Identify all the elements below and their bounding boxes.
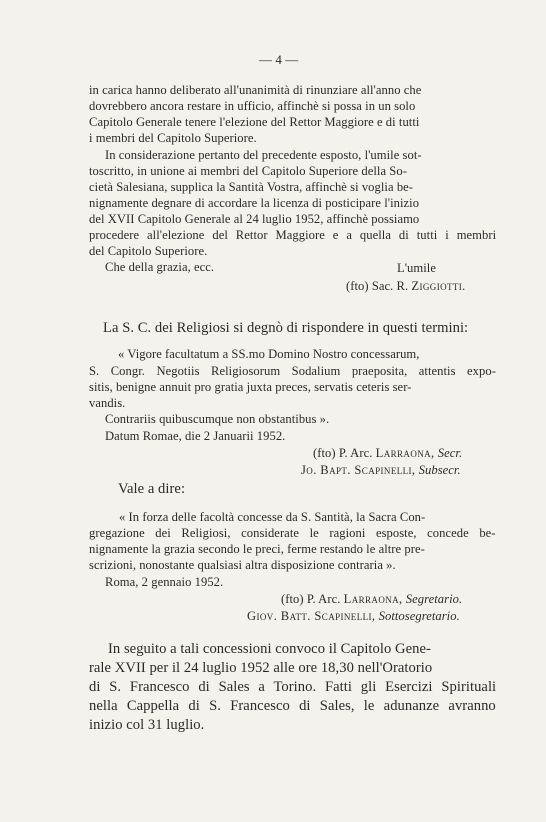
datum-line: Datum Romae, die 2 Januarii 1952. (105, 429, 286, 443)
vale-a-dire: Vale a dire: (118, 481, 186, 497)
final-line: inizio col 31 luglio. (89, 717, 205, 733)
signature-ziggiotti (346, 279, 466, 293)
italian-line: nignamente la grazia secondo le preci, ferme restando le altre pre- (89, 542, 425, 556)
latin-line: S. Congr. Negotiis Religiosorum Sodalium praeposita, attentis expo- (89, 364, 496, 378)
para2-line: del Capitolo Superiore. (89, 244, 208, 258)
italian-line: gregazione dei Religiosi, considerate le ragioni esposte, concede be- (89, 526, 496, 540)
para1-line: i membri del Capitolo Superiore. (89, 131, 257, 145)
final-line: nella Cappella di S. Francesco di Sales, le adunanze avranno (89, 698, 496, 714)
signature-prefix: Giov. Batt. (247, 609, 315, 623)
para2-line: In considerazione pertanto del precedente esposto, l'umile sot- (105, 148, 422, 162)
signature-italian-2 (247, 609, 460, 623)
signature-name: Ziggiotti. (411, 279, 466, 293)
para2-line: del XVII Capitolo Generale al 24 luglio 1952, affinchè possiamo (89, 212, 420, 226)
para2-line: cietà Salesiana, supplica la Santità Vostra, affinchè si voglia be- (89, 180, 414, 194)
signature-prefix: (fto) P. Arc. (313, 446, 376, 460)
final-line: In seguito a tali concessioni convoco il Capitolo Gene- (108, 641, 431, 657)
signature-name: Scapinelli, (354, 463, 416, 477)
latin-line: « Vigore facultatum a SS.mo Domino Nostro concessarum, (118, 347, 420, 361)
signature-latin-1 (313, 446, 462, 460)
signature-name: Larraona, (375, 446, 435, 460)
latin-line: sitis, benigne annuit pro gratia juxta preces, servatis ceteris ser- (89, 380, 412, 394)
signature-role: Secr. (437, 446, 463, 460)
signature-prefix: (fto) P. Arc. (281, 592, 344, 606)
page-number: — 4 — (259, 52, 299, 67)
signature-role: Segretario. (405, 592, 463, 606)
latin-line: vandis. (89, 396, 126, 410)
signature-prefix: Jo. Bapt. (301, 463, 355, 477)
roma-date: Roma, 2 gennaio 1952. (105, 575, 224, 589)
response-intro: La S. C. dei Religiosi si degnò di rispondere in questi termini: (103, 320, 469, 336)
para2-line: toscritto, in unione ai membri del Capitolo Superiore della So- (89, 164, 407, 178)
signature-latin-2 (301, 463, 461, 477)
para2-line: procedere all'elezione del Rettor Maggiore e a quella di tutti i membri (89, 228, 497, 242)
signature-prefix: (fto) Sac. R. (346, 279, 412, 293)
final-line: rale XVII per il 24 luglio 1952 alle ore 18,30 nell'Oratorio (89, 660, 433, 676)
para1-line: in carica hanno deliberato all'unanimità di rinunziare all'anno che (89, 83, 422, 97)
signature-role: Subsecr. (418, 463, 461, 477)
latin-line: Contrariis quibuscumque non obstantibus ». (105, 412, 330, 426)
italian-line: « In forza delle facoltà concesse da S. Santità, la Sacra Con- (119, 510, 426, 524)
final-line: di S. Francesco di Sales a Torino. Fatti gli Esercizi Spirituali (89, 679, 497, 695)
para1-line: dovrebbero ancora restare in ufficio, affinchè si possa in un solo (89, 99, 416, 113)
para1-line: Capitolo Generale tenere l'elezione del Rettor Maggiore e di tutti (89, 115, 420, 129)
signature-name: Larraona, (343, 592, 403, 606)
signature-name: Scapinelli, (314, 609, 376, 623)
signature-italian-1 (281, 592, 462, 606)
closing-line: Che della grazia, ecc. (105, 260, 215, 274)
umile-line: L'umile (397, 261, 436, 275)
signature-role: Sottosegretario. (378, 609, 460, 623)
italian-line: scrizioni, nonostante qualsiasi altra disposizione contraria ». (89, 558, 396, 572)
para2-line: nignamente degnare di accordare la licenza di posticipare l'inizio (89, 196, 420, 210)
